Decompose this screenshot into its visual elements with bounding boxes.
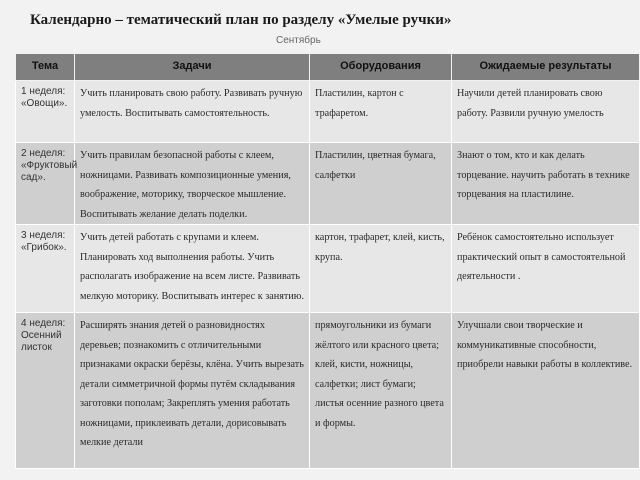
table-header-row bbox=[16, 54, 640, 81]
page-title: Календарно – тематический план по разделу «Умелые ручки» bbox=[30, 12, 452, 28]
cell-equipment: Пластилин, цветная бумага, салфетки bbox=[310, 143, 452, 225]
header-equipment: Оборудования bbox=[310, 54, 452, 81]
table-row bbox=[16, 81, 640, 143]
cell-equipment: Пластилин, картон с трафаретом. bbox=[310, 81, 452, 143]
cell-results: Знают о том, кто и как делать торцевание. научить работать в технике торцевания на пластилине. bbox=[452, 143, 640, 225]
cell-tasks: Учить правилам безопасной работы с клеем, ножницами. Развивать композиционные умения, воображение, моторику, творческое мышление. Воспитывать желание делать поделки. bbox=[75, 143, 310, 225]
cell-equipment: прямоугольники из бумаги жёлтого или красного цвета; клей, кисти, ножницы, салфетки; лист бумаги; листья осенние разного цвета и формы. bbox=[310, 313, 452, 469]
table-row bbox=[16, 225, 640, 313]
table-row bbox=[16, 313, 640, 469]
cell-tasks: Расширять знания детей о разновидностях деревьев; познакомить с отличительными признаками окраски берёзы, клёна. Учить вырезать детали симметричной формы путём складывания заготовки пополам; Закреплять умения работать ножницами, приклеивать детали, дорисовывать мелкие детали bbox=[75, 313, 310, 469]
header-results: Ожидаемые результаты bbox=[452, 54, 640, 81]
cell-results: Улучшали свои творческие и коммуникативные способности, приобрели навыки работы в коллективе. bbox=[452, 313, 640, 469]
page-subtitle: Сентябрь bbox=[276, 35, 321, 46]
cell-week: 2 неделя: «Фруктовый сад». bbox=[16, 143, 75, 225]
cell-week: 1 неделя: «Овощи». bbox=[16, 81, 75, 143]
cell-results: Ребёнок самостоятельно использует практический опыт в самостоятельной деятельности . bbox=[452, 225, 640, 313]
cell-tasks: Учить детей работать с крупами и клеем. Планировать ход выполнения работы. Учить располагать изображение на всем листе. Развивать мелкую моторику. Воспитывать интерес к занятию. bbox=[75, 225, 310, 313]
table-row bbox=[16, 143, 640, 225]
cell-week: 3 неделя: «Грибок». bbox=[16, 225, 75, 313]
cell-results: Научили детей планировать свою работу. Развили ручную умелость bbox=[452, 81, 640, 143]
cell-week: 4 неделя: Осенний листок bbox=[16, 313, 75, 469]
header-theme: Тема bbox=[16, 54, 75, 81]
header-tasks: Задачи bbox=[75, 54, 310, 81]
cell-tasks: Учить планировать свою работу. Развивать ручную умелость. Воспитывать самостоятельность. bbox=[75, 81, 310, 143]
cell-equipment: картон, трафарет, клей, кисть, крупа. bbox=[310, 225, 452, 313]
plan-table bbox=[15, 53, 640, 469]
